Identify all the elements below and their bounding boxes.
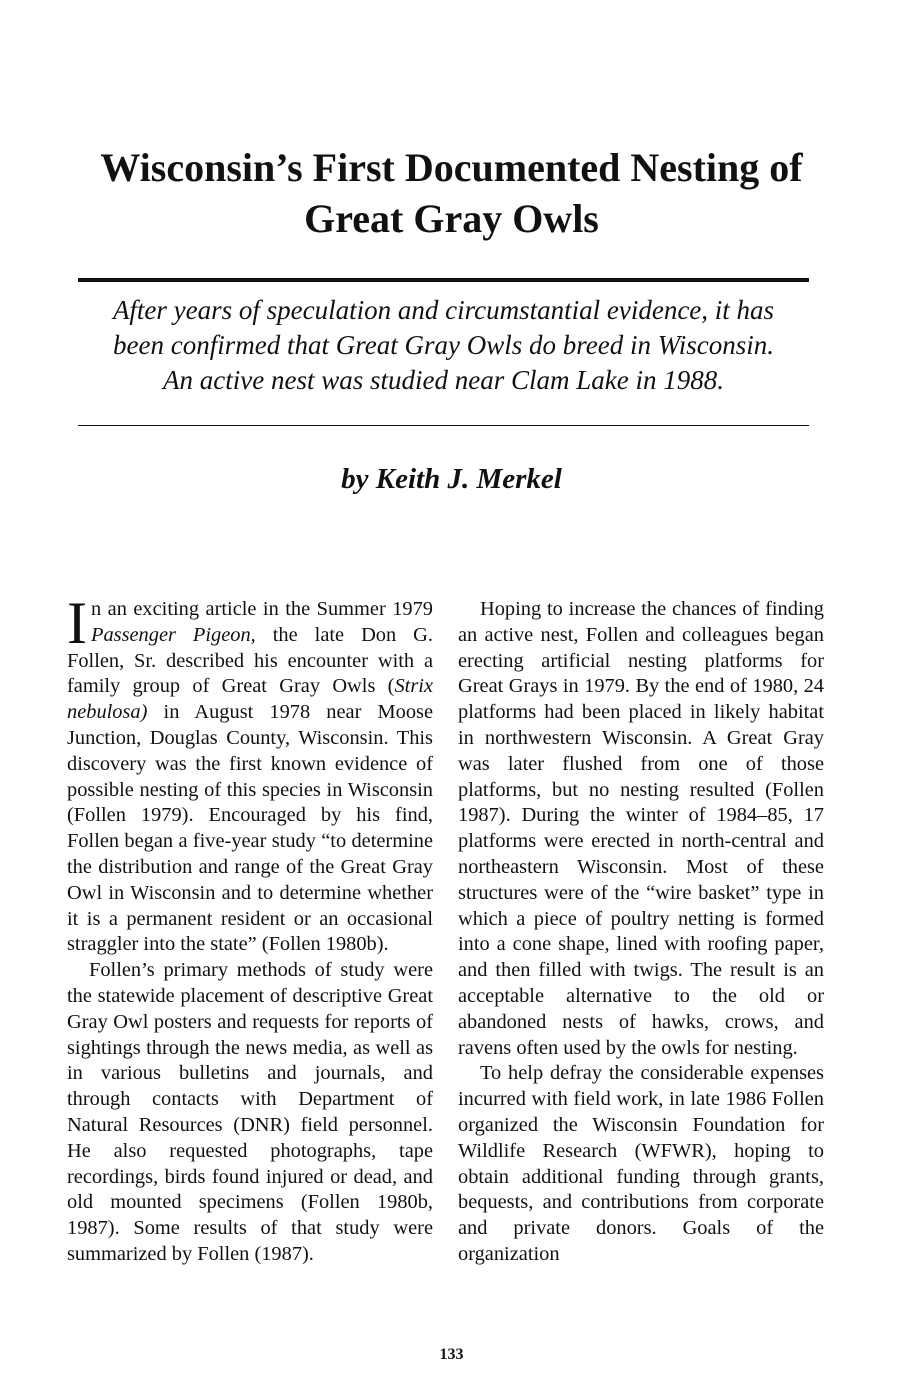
journal-name: Passenger Pigeon, [90,623,256,646]
species-latin-name: Strix nebulosa) [67,675,433,724]
left-p1-text-c: in August 1978 near Moose Junction, Douglas County, Wisconsin. This discovery was the first known evidence of possible nesting of this species in Wisconsin (Follen 1979). Encouraged by his find, Follen began a five-year study “to determine the distribution and range of the Great Gray Owl in Wisconsin and to determine whether it is a permanent resident or an occasional straggler into the state” (Follen 1980b). [67,701,433,956]
author-byline: by Keith J. Merkel [341,463,562,495]
left-p1-text-a: n an exciting article in the Summer 1979 [90,598,433,620]
deck-line-1: After years of speculation and circumstantial evidence, it has [112,295,775,325]
title-line-1: Wisconsin’s First Documented Nesting of [100,145,803,190]
right-paragraph-1: Hoping to increase the chances of finding an active nest, Follen and colleagues began erecting artificial nesting platforms for Great Grays in 1979. By the end of 1980, 24 platforms had been placed in likely habitat in northwestern Wisconsin. A Great Gray was later flushed from one of those platforms, but no nesting resulted (Follen 1987). During the winter of 1984–85, 17 platforms were erected in north-central and northeastern Wisconsin. Most of these structures were of the “wire basket” type in which a piece of poultry netting is formed into a cone shape, lined with roofing paper, and then filled with twigs. The result is an acceptable alternative to the old or abandoned nests of hawks, crows, and ravens often used by the owls for nesting. [458,598,824,1059]
left-paragraph-1 [67,590,434,958]
page-number: 133 [439,1346,464,1363]
article-deck [70,293,817,398]
left-column [67,590,434,1268]
drop-cap: I [67,590,87,656]
left-p1-text-b: the late Don G. Follen, Sr. described his encounter with a family group of Great Gray Owls ( [67,623,434,698]
right-paragraph-2: To help defray the considerable expenses incurred with field work, in late 1986 Follen organized the Wisconsin Foundation for Wildlife Research (WFWR), hoping to obtain additional funding through grants, bequests, and contributions from corporate and private donors. Goals of the organization [458,1062,824,1265]
deck-divider-thin [78,425,809,426]
article-title [60,142,843,244]
deck-line-2: been confirmed that Great Gray Owls do breed in Wisconsin. [113,330,774,360]
right-column [458,597,824,1268]
title-line-2: Great Gray Owls [304,196,599,241]
title-divider-thick [78,278,809,282]
left-paragraph-2: Follen’s primary methods of study were the statewide placement of descriptive Great Gray Owl posters and requests for reports of sightings through the news media, as well as in various bulletins and journals, and through contacts with Department of Natural Resources (DNR) field personnel. He also requested photographs, tape recordings, birds found injured or dead, and old mounted specimens (Follen 1980b, 1987). Some results of that study were summarized by Follen (1987). [67,959,433,1265]
deck-line-3: An active nest was studied near Clam Lake in 1988. [163,365,724,395]
